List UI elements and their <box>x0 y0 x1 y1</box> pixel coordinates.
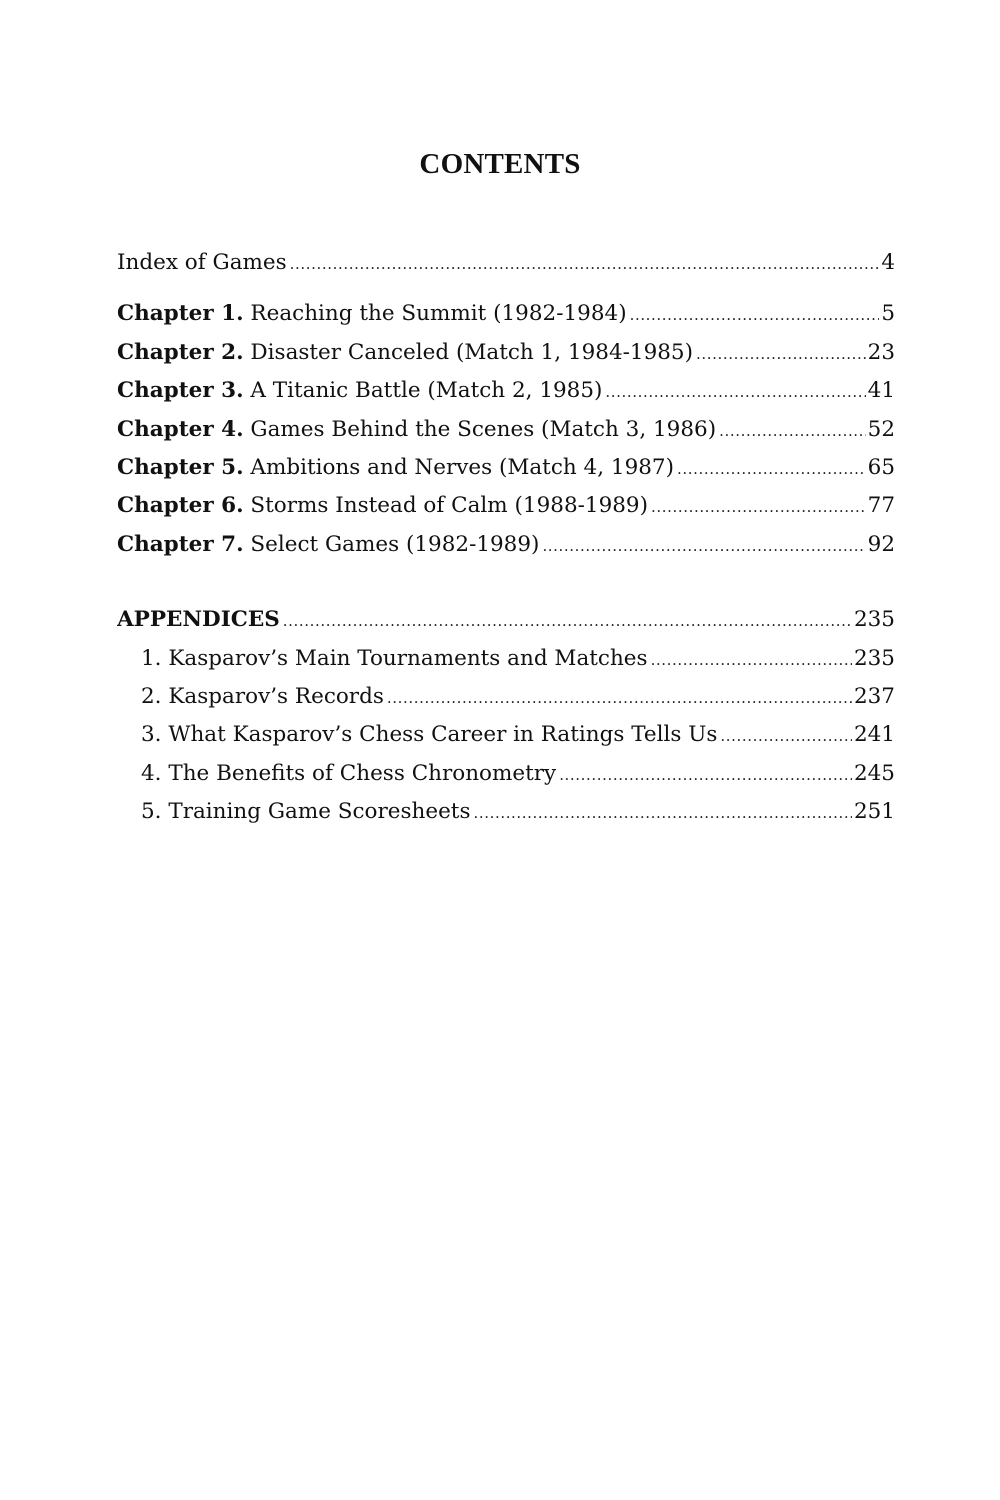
toc-entry-chapter-4[interactable] <box>117 417 895 455</box>
toc-page-number: 52 <box>867 416 895 442</box>
toc-page-number: 235 <box>853 645 895 671</box>
toc-entry-appendix-5[interactable] <box>117 799 895 837</box>
toc-page-number: 4 <box>881 250 895 275</box>
dot-leader <box>696 345 866 363</box>
toc-page-number: 235 <box>853 607 895 633</box>
dot-leader <box>651 498 866 516</box>
toc-entry-appendix-4[interactable] <box>117 761 895 799</box>
toc-entry-index-of-games[interactable] <box>117 250 895 288</box>
chapter-prefix: Chapter 7. <box>117 531 244 557</box>
chapter-prefix: Chapter 5. <box>117 454 244 480</box>
toc-entry-chapter-1[interactable] <box>117 301 895 339</box>
toc-entry-appendix-3[interactable] <box>117 722 895 760</box>
toc-entry-appendices[interactable] <box>117 607 895 645</box>
dot-leader <box>719 422 866 440</box>
dot-leader <box>630 306 880 324</box>
chapter-prefix: Chapter 1. <box>117 301 244 327</box>
toc-page-number: 65 <box>867 454 895 480</box>
dot-leader <box>605 383 865 401</box>
appendix-label: 4. The Benefits of Chess Chronometry <box>141 760 557 786</box>
appendices-heading: APPENDICES <box>117 607 280 633</box>
chapter-title: A Titanic Battle (Match 2, 1985) <box>250 378 603 404</box>
dot-leader <box>387 689 852 707</box>
chapter-title: Ambitions and Nerves (Match 4, 1987) <box>250 454 674 480</box>
chapters-list <box>117 301 895 570</box>
appendix-label: 2. Kasparov’s Records <box>141 683 384 709</box>
chapter-title: Storms Instead of Calm (1988-1989) <box>250 493 648 519</box>
toc-entry-chapter-6[interactable] <box>117 493 895 531</box>
dot-leader <box>473 804 851 822</box>
toc-entry-chapter-3[interactable] <box>117 378 895 416</box>
toc-entry-chapter-5[interactable] <box>117 455 895 493</box>
chapter-title: Reaching the Summit (1982-1984) <box>250 301 627 327</box>
chapter-title: Select Games (1982-1989) <box>250 531 540 557</box>
toc-page-number: 241 <box>853 722 895 748</box>
chapter-prefix: Chapter 4. <box>117 416 244 442</box>
chapter-prefix: Chapter 3. <box>117 378 244 404</box>
toc-page-number: 245 <box>853 760 895 786</box>
toc-entry-chapter-7[interactable] <box>117 532 895 570</box>
dot-leader <box>651 651 852 669</box>
toc-entry-appendix-1[interactable] <box>117 646 895 684</box>
toc-page-number: 23 <box>867 339 895 365</box>
toc-page-number: 92 <box>867 531 895 557</box>
dot-leader <box>290 255 880 273</box>
dot-leader <box>720 727 852 745</box>
toc-page-number: 41 <box>867 378 895 404</box>
chapter-title: Games Behind the Scenes (Match 3, 1986) <box>250 416 717 442</box>
page-title: CONTENTS <box>419 148 581 180</box>
toc-entry-appendix-2[interactable] <box>117 684 895 722</box>
table-of-contents <box>117 250 895 837</box>
chapter-prefix: Chapter 6. <box>117 493 244 519</box>
dot-leader <box>542 537 865 555</box>
appendix-label: 3. What Kasparov’s Chess Career in Ratings Tells Us <box>141 722 718 748</box>
appendix-label: 1. Kasparov’s Main Tournaments and Matches <box>141 645 648 671</box>
appendices-list <box>117 607 895 837</box>
dot-leader <box>559 766 852 784</box>
toc-page-number: 5 <box>881 301 895 327</box>
toc-page-number: 237 <box>853 683 895 709</box>
toc-page-number: 251 <box>853 799 895 825</box>
toc-entry-label: Index of Games <box>117 250 287 275</box>
appendix-label: 5. Training Game Scoresheets <box>141 799 471 825</box>
chapter-prefix: Chapter 2. <box>117 339 244 365</box>
dot-leader <box>283 612 852 630</box>
dot-leader <box>677 460 866 478</box>
toc-page-number: 77 <box>867 493 895 519</box>
toc-entry-chapter-2[interactable] <box>117 340 895 378</box>
chapter-title: Disaster Canceled (Match 1, 1984-1985) <box>250 339 693 365</box>
